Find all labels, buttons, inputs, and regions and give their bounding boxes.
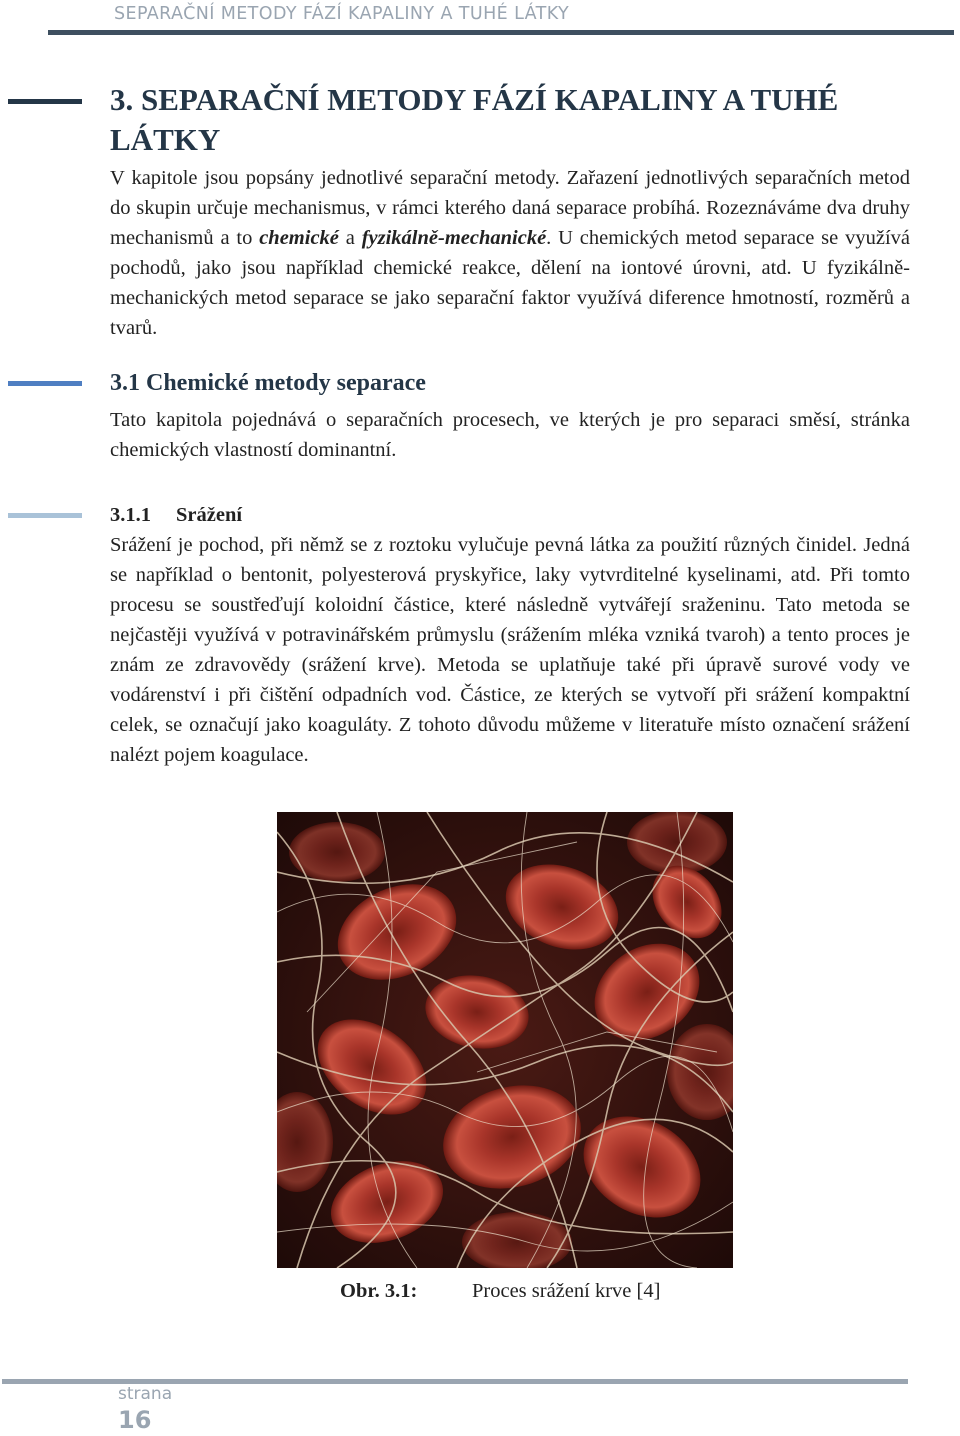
section-text: Tato kapitola pojednává o separačních procesech, ve kterých je pro separaci směsí, stránka chemických vlastností dominantní. <box>110 409 910 461</box>
chapter-marker-bar <box>8 99 82 104</box>
intro-text-2: a <box>338 227 362 249</box>
subsection-title: Srážení <box>176 504 243 526</box>
intro-emphasis-chemical: chemické <box>259 227 339 249</box>
subsection-marker-bar <box>8 513 82 518</box>
subsection-text: Srážení je pochod, při němž se z roztoku vylučuje pevná látka za použití různých činidel. Jedná se například o bentonit, polyesterová pryskyřice, laky vytvrditelné kyselinami, atd. Při tomto procesu se soustřeďují koloidní částice, které následně vytvářejí sraženinu. Tato metoda se nejčastěji využívá v potravinářském průmyslu (srážením mléka vzniká tvaroh) a tento proces je znám ze zdravovědy (srážení krve). Metoda se uplatňuje také při úpravě surové vody ve vodárenství i při čištění odpadních vod. Částice, ze kterých se vytvoří při srážení kompaktní celek, se označují jako koaguláty. Z tohoto důvodu můžeme v literatuře místo označení srážení nalézt pojem koagulace. <box>110 534 910 766</box>
blood-clot-image <box>277 812 733 1268</box>
subsection-heading <box>110 500 242 530</box>
running-header: SEPARAČNÍ METODY FÁZÍ KAPALINY A TUHÉ LÁTKY <box>114 4 570 24</box>
chapter-title: 3. SEPARAČNÍ METODY FÁZÍ KAPALINY A TUHÉ LÁTKY <box>110 82 839 157</box>
page-number: 16 <box>118 1406 152 1434</box>
section-marker-bar <box>8 381 82 386</box>
chapter-intro <box>110 163 910 343</box>
section-title: 3.1 Chemické metody separace <box>110 370 426 396</box>
intro-text-1: V kapitole jsou popsány jednotlivé separační metody. Zařazení jednotlivých separačních metod do skupin určuje mechanismus, v rámci kterého daná separace probíhá. Rozeznáváme dva druhy mechanismů a to <box>110 167 910 249</box>
figure-caption-text: Proces srážení krve [4] <box>472 1280 661 1302</box>
figure-label: Obr. 3.1: <box>340 1280 418 1302</box>
subsection-number: 3.1.1 <box>110 504 151 526</box>
intro-text-3: . U chemických metod separace se využívá pochodů, jako jsou například chemické reakce, dělení na iontové úrovni, atd. U fyzikálně-mechanických metod separace se jako separační faktor využívá diference hmotností, rozměrů a tvarů. <box>110 227 910 339</box>
header-rule <box>48 30 954 35</box>
figure-caption <box>340 1276 660 1306</box>
page-label: strana <box>118 1384 173 1404</box>
intro-emphasis-physical: fyzikálně-mechanické <box>361 227 547 249</box>
